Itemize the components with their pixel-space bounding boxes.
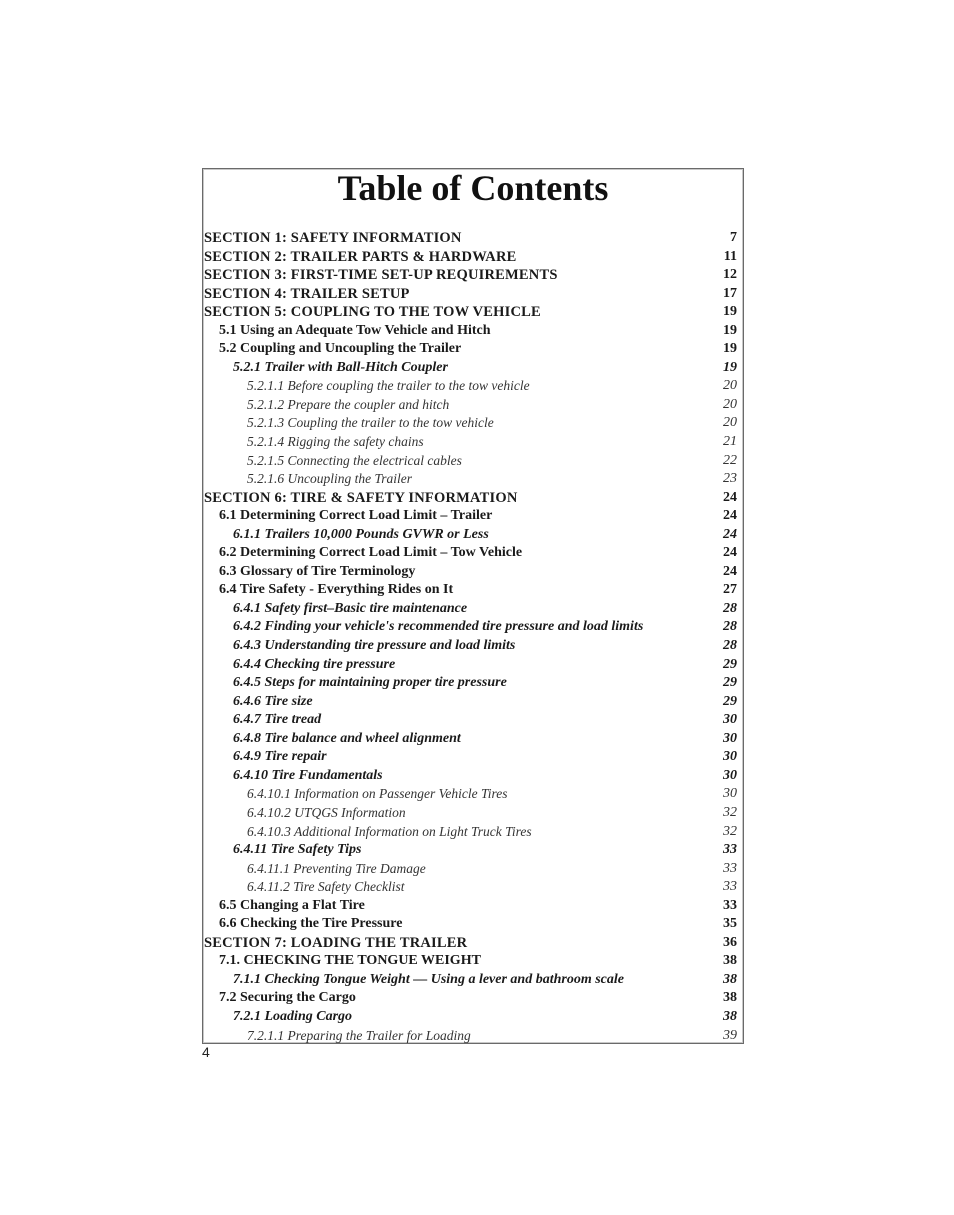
toc-entry-label: 5.2.1.5 Connecting the electrical cables: [247, 452, 462, 468]
toc-entry-label: 6.4.1 Safety first–Basic tire maintenance: [233, 600, 468, 616]
toc-entry-label: 6.4.3 Understanding tire pressure and load limits: [233, 638, 516, 654]
toc-frame: [202, 168, 744, 1044]
toc-entry[interactable]: [203, 674, 743, 693]
toc-entry[interactable]: [203, 563, 743, 582]
toc-entry[interactable]: [203, 526, 743, 545]
toc-entry[interactable]: [203, 618, 743, 637]
toc-entry-page: 19: [723, 304, 737, 320]
toc-entry[interactable]: [203, 971, 743, 990]
toc-entry-page: 35: [723, 916, 737, 932]
toc-entry-page: 29: [723, 693, 737, 709]
toc-entry[interactable]: [203, 823, 743, 842]
toc-entry-label: 7.2.1.1 Preparing the Trailer for Loading: [247, 1027, 471, 1043]
toc-entry[interactable]: [203, 303, 743, 322]
toc-entry-label: 6.4.10.1 Information on Passenger Vehicle Tires: [247, 786, 508, 802]
toc-entry[interactable]: [203, 804, 743, 823]
toc-entry-page: 38: [723, 953, 737, 969]
toc-entry[interactable]: [203, 656, 743, 675]
toc-entry[interactable]: [203, 433, 743, 452]
toc-entry[interactable]: [203, 414, 743, 433]
toc-entry-label: 6.4.9 Tire repair: [233, 749, 327, 765]
toc-entry-label: 5.2.1.4 Rigging the safety chains: [247, 434, 424, 450]
toc-entry[interactable]: [203, 1027, 743, 1046]
toc-entry-page: 39: [723, 1027, 737, 1043]
toc-entry-label: 6.4.10.3 Additional Information on Light Truck Tires: [247, 823, 532, 839]
toc-entry-page: 19: [723, 359, 737, 375]
toc-entry-label: 6.4.10 Tire Fundamentals: [233, 767, 383, 783]
toc-entry-page: 27: [723, 582, 737, 598]
toc-entry-label: 5.2.1.6 Uncoupling the Trailer: [247, 471, 412, 487]
toc-entry-label: SECTION 1: SAFETY INFORMATION: [204, 230, 462, 246]
toc-entry[interactable]: [203, 544, 743, 563]
toc-entry[interactable]: [203, 266, 743, 285]
toc-entry[interactable]: [203, 470, 743, 489]
toc-entry-label: SECTION 7: LOADING THE TRAILER: [204, 934, 468, 951]
toc-entry-page: 24: [723, 526, 737, 542]
toc-entry-page: 38: [723, 990, 737, 1006]
toc-entry[interactable]: [203, 322, 743, 341]
toc-entry-page: 38: [723, 1008, 737, 1024]
toc-entry-label: 7.1.1 Checking Tongue Weight — Using a lever and bathroom scale: [233, 971, 624, 987]
toc-entry-label: 6.1 Determining Correct Load Limit – Trailer: [219, 508, 493, 524]
toc-entry-label: 6.6 Checking the Tire Pressure: [219, 916, 403, 932]
toc-entry-page: 29: [723, 656, 737, 672]
toc-entry[interactable]: [203, 878, 743, 897]
toc-entry-label: 7.1. CHECKING THE TONGUE WEIGHT: [219, 953, 481, 969]
toc-entry-label: SECTION 2: TRAILER PARTS & HARDWARE: [204, 248, 517, 265]
toc-entry-label: 6.5 Changing a Flat Tire: [219, 897, 365, 913]
toc-entry-label: SECTION 5: COUPLING TO THE TOW VEHICLE: [204, 304, 541, 321]
toc-entry-page: 32: [723, 804, 737, 820]
toc-entry-page: 30: [723, 712, 737, 728]
toc-entry-page: 19: [723, 341, 737, 357]
toc-entry-page: 7: [730, 230, 737, 245]
toc-entry[interactable]: [203, 1008, 743, 1027]
toc-entry-label: 6.4.7 Tire tread: [233, 712, 322, 728]
toc-entry-label: 5.2.1.3 Coupling the trailer to the tow vehicle: [247, 415, 494, 431]
toc-entry[interactable]: [203, 860, 743, 879]
toc-entry-page: 36: [723, 934, 737, 950]
toc-entry-label: 6.4.8 Tire balance and wheel alignment: [233, 730, 461, 746]
toc-entry[interactable]: [203, 637, 743, 656]
toc-entry-label: 5.2.1.1 Before coupling the trailer to the tow vehicle: [247, 378, 530, 394]
toc-entry-page: 28: [723, 619, 737, 635]
page-title: Table of Contents: [337, 168, 609, 208]
toc-entry-page: 20: [723, 396, 737, 412]
toc-entry-page: 22: [723, 452, 737, 468]
toc-entry-page: 24: [723, 508, 737, 524]
toc-entry-page: 30: [723, 767, 737, 783]
toc-entry-page: 32: [723, 823, 737, 839]
toc-entry[interactable]: [203, 248, 743, 267]
toc-entry[interactable]: [203, 377, 743, 396]
toc-entry[interactable]: [203, 841, 743, 860]
toc-entry-page: 28: [723, 600, 737, 616]
toc-entry[interactable]: [203, 489, 743, 508]
toc-entry-label: SECTION 6: TIRE & SAFETY INFORMATION: [204, 489, 518, 506]
toc-entry-page: 33: [723, 897, 737, 913]
toc-entry-label: 5.1 Using an Adequate Tow Vehicle and Hitch: [219, 322, 491, 338]
toc-entry-page: 24: [723, 545, 737, 561]
toc-entry[interactable]: [203, 711, 743, 730]
toc-entry-page: 19: [723, 322, 737, 338]
toc-entry-page: 11: [723, 248, 737, 264]
toc-entry[interactable]: [203, 229, 743, 248]
toc-entry-label: 6.2 Determining Correct Load Limit – Tow Vehicle: [219, 545, 523, 561]
toc-entry[interactable]: [203, 989, 743, 1008]
toc-entry-page: 20: [723, 415, 737, 431]
toc-entry-label: 5.2.1.2 Prepare the coupler and hitch: [247, 396, 450, 412]
toc-entry[interactable]: [203, 934, 743, 953]
toc-entry-label: 6.4.11.1 Preventing Tire Damage: [247, 860, 426, 876]
toc-entry[interactable]: [203, 285, 743, 304]
toc-entry[interactable]: [203, 748, 743, 767]
toc-entry-label: 6.4.5 Steps for maintaining proper tire pressure: [233, 675, 507, 691]
toc-entry-page: 38: [723, 971, 737, 987]
toc-entry-page: 30: [723, 786, 737, 802]
toc-entry-label: 6.4.6 Tire size: [233, 693, 313, 709]
page-number: 4: [202, 1044, 210, 1060]
toc-entry-page: 28: [723, 638, 737, 654]
toc-entry-page: 24: [723, 489, 737, 505]
toc-list: [203, 229, 743, 1045]
toc-entry-page: 29: [723, 675, 737, 691]
toc-entry[interactable]: [203, 767, 743, 786]
toc-entry-page: 33: [723, 842, 737, 858]
toc-entry-page: 30: [723, 730, 737, 746]
toc-entry[interactable]: [203, 359, 743, 378]
toc-entry-page: 24: [723, 563, 737, 579]
toc-entry[interactable]: [203, 396, 743, 415]
toc-entry[interactable]: [203, 730, 743, 749]
toc-entry-page: 12: [723, 267, 737, 283]
toc-entry-label: 5.2.1 Trailer with Ball-Hitch Coupler: [233, 359, 448, 375]
toc-entry-label: 6.4 Tire Safety - Everything Rides on It: [219, 582, 454, 598]
toc-entry[interactable]: [203, 581, 743, 600]
toc-entry[interactable]: [203, 452, 743, 471]
toc-entry[interactable]: [203, 693, 743, 712]
toc-entry[interactable]: [203, 600, 743, 619]
toc-entry-label: 6.4.11.2 Tire Safety Checklist: [247, 879, 405, 895]
toc-entry[interactable]: [203, 915, 743, 934]
toc-entry[interactable]: [203, 952, 743, 971]
toc-entry[interactable]: [203, 785, 743, 804]
toc-entry-label: SECTION 4: TRAILER SETUP: [204, 285, 410, 302]
toc-entry-label: 7.2.1 Loading Cargo: [233, 1008, 353, 1024]
toc-entry-page: 30: [723, 749, 737, 765]
toc-entry[interactable]: [203, 340, 743, 359]
toc-entry-label: 7.2 Securing the Cargo: [219, 990, 356, 1006]
toc-entry-page: 21: [723, 434, 737, 450]
toc-entry-page: 17: [723, 285, 737, 301]
toc-entry-label: 6.4.4 Checking tire pressure: [233, 656, 396, 672]
toc-entry-label: SECTION 3: FIRST-TIME SET-UP REQUIREMENTS: [204, 267, 558, 284]
toc-entry-label: 6.4.2 Finding your vehicle's recommended tire pressure and load limits: [233, 619, 644, 635]
toc-entry-page: 20: [723, 378, 737, 394]
toc-entry[interactable]: [203, 897, 743, 916]
toc-entry-label: 6.4.10.2 UTQGS Information: [247, 804, 406, 820]
toc-entry-page: 23: [723, 471, 737, 487]
toc-entry-label: 6.4.11 Tire Safety Tips: [233, 842, 362, 858]
toc-entry-label: 6.3 Glossary of Tire Terminology: [219, 563, 416, 579]
toc-entry-label: 6.1.1 Trailers 10,000 Pounds GVWR or Less: [233, 526, 489, 542]
toc-entry[interactable]: [203, 507, 743, 526]
toc-entry-page: 33: [723, 860, 737, 876]
toc-entry-label: 5.2 Coupling and Uncoupling the Trailer: [219, 341, 462, 357]
toc-entry-page: 33: [723, 879, 737, 895]
